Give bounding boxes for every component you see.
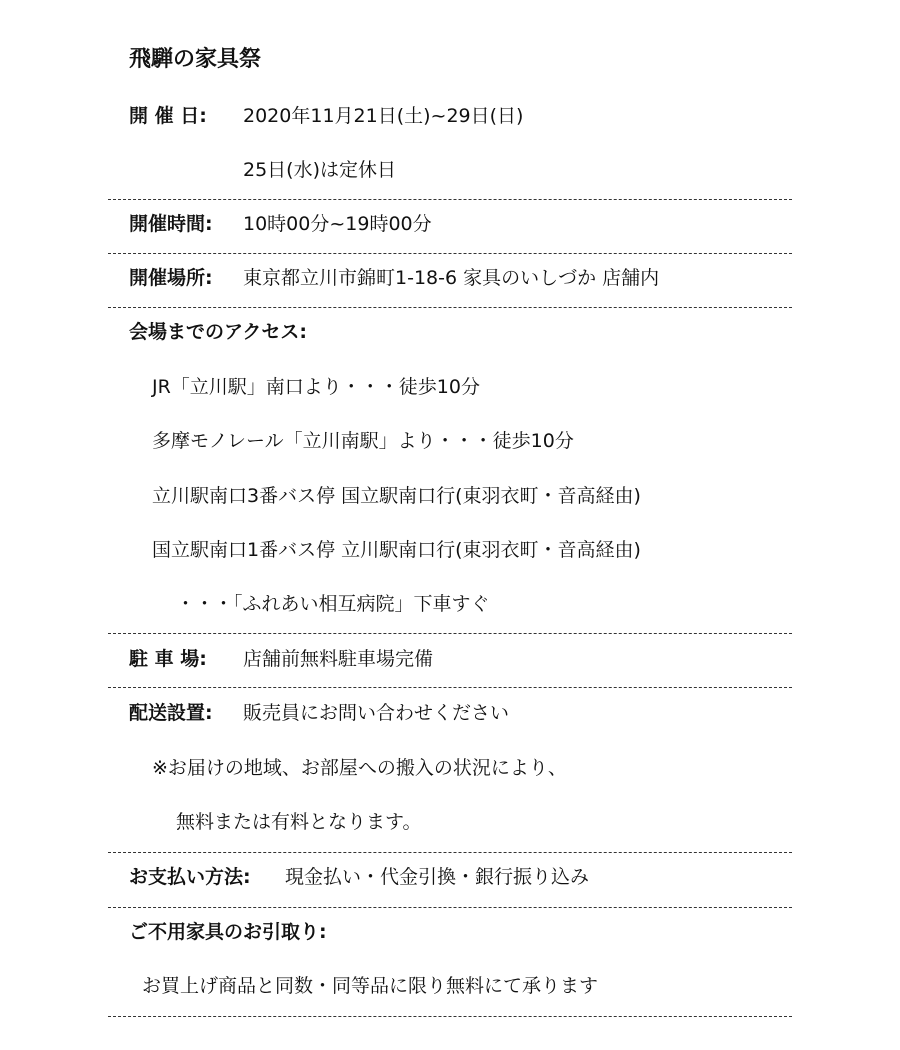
dates-value: 2020年11月21日(土)~29日(日) [243, 105, 524, 127]
delivery-value: 販売員にお問い合わせください [243, 702, 510, 724]
dates-closed-note: 25日(水)は定休日 [243, 159, 397, 181]
divider [108, 633, 792, 634]
access-item: JR「立川駅」南口より・・・徒歩10分 [152, 376, 480, 398]
divider [108, 687, 792, 688]
divider [108, 852, 792, 853]
access-item: ・・・「ふれあい相互病院」下車すぐ [176, 593, 490, 615]
divider [108, 253, 792, 254]
access-item: 国立駅南口1番バス停 立川駅南口行(東羽衣町・音高経由) [152, 539, 641, 561]
payment-value: 現金払い・代金引換・銀行振り込み [285, 866, 590, 888]
delivery-note: ※お届けの地域、お部屋への搬入の状況により、 [152, 757, 567, 779]
delivery-note: 無料または有料となります。 [176, 811, 422, 833]
divider [108, 199, 792, 200]
divider [108, 907, 792, 908]
divider [108, 307, 792, 308]
venue-label: 開催場所: [129, 267, 213, 289]
access-item: 立川駅南口3番バス停 国立駅南口行(東羽衣町・音高経由) [152, 485, 641, 507]
parking-label: 駐 車 場: [129, 648, 207, 670]
access-item: 多摩モノレール「立川南駅」より・・・徒歩10分 [152, 430, 574, 452]
pickup-value: お買上げ商品と同数・同等品に限り無料にて承ります [142, 975, 599, 997]
pickup-label: ご不用家具のお引取り: [129, 921, 327, 943]
hours-value: 10時00分~19時00分 [243, 213, 432, 235]
delivery-label: 配送設置: [129, 702, 213, 724]
page-title: 飛騨の家具祭 [129, 47, 262, 72]
hours-label: 開催時間: [129, 213, 213, 235]
parking-value: 店舗前無料駐車場完備 [243, 648, 434, 670]
venue-value: 東京都立川市錦町1-18-6 家具のいしづか 店舗内 [243, 267, 660, 289]
divider [108, 1016, 792, 1017]
access-label: 会場までのアクセス: [129, 321, 308, 343]
payment-label: お支払い方法: [129, 866, 251, 888]
dates-label: 開 催 日: [129, 105, 207, 127]
